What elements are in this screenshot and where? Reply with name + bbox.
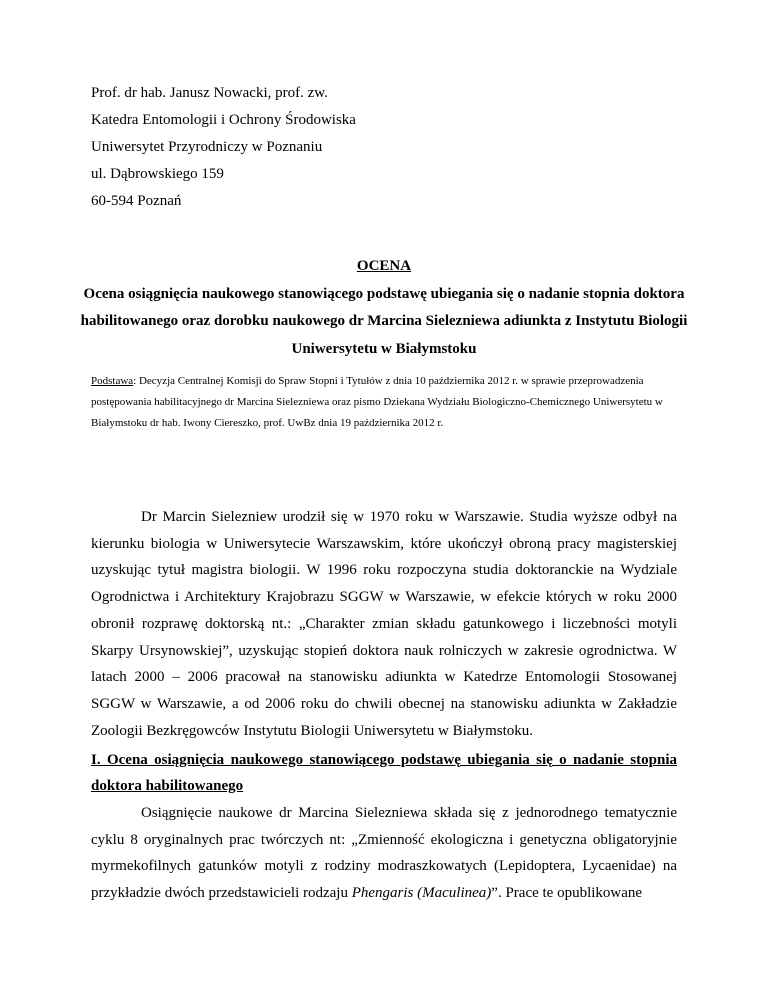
biography-paragraph: Dr Marcin Sielezniew urodził się w 1970 roku w Warszawie. Studia wyższe odbył na kierunku biologia w Uniwersytecie Warszawskim, które ukończył obroną pracy magisterskiej uzyskując tytuł magistra biologii. W 1996 roku rozpoczyna studia doktoranckie na Wydziale Ogrodnictwa i Architektury Krajobrazu SGGW w Warszawie, w efekcie których w roku 2000 obronił rozprawę doktorską nt.: „Charakter zmian składu gatunkowego i liczebności motyli Skarpy Ursynowskiej”, uzyskując stopień doktora nauk rolniczych w zakresie ogrodnictwa. W latach 2000 – 2006 pracował na stanowisku adiunkta w Katedrze Entomologii Stosowanej SGGW w Warszawie, a od 2006 roku do chwili obecnej na stanowisku adiunkta w Zakładzie Zoologii Bezkręgowców Instytutu Biologii Uniwersytetu w Białymstoku. <box>91 509 677 739</box>
author-street: ul. Dąbrowskiego 159 <box>91 166 224 182</box>
legal-basis-text: : Decyzja Centralnej Komisji do Spraw Stopni i Tytułów z dnia 10 października 2012 r. w sprawie przeprowadzenia postępowania habilitacyjnego dr Marcina Sielezniewa oraz pismo Dziekana Wydziału Biologiczno-Chemicznego Uniwersytetu w Białymstoku dr hab. Iwony Ciereszko, prof. UwBz dnia 19 października 2012 r. <box>91 375 663 429</box>
legal-basis-label: Podstawa <box>91 375 134 387</box>
author-university: Uniwersytet Przyrodniczy w Poznaniu <box>91 139 323 155</box>
legal-basis-note <box>91 371 681 434</box>
section-1-text-end: ”. Prace te opublikowane <box>491 885 643 902</box>
review-heading <box>60 253 708 363</box>
review-title: OCENA <box>356 258 412 274</box>
author-address-block <box>91 80 356 215</box>
author-department: Katedra Entomologii i Ochrony Środowiska <box>91 112 356 128</box>
section-1-heading: I. Ocena osiągnięcia naukowego stanowiącego podstawę ubiegania się o nadanie stopnia doktora habilitowanego <box>91 752 677 794</box>
author-name: Prof. dr hab. Janusz Nowacki, prof. zw. <box>91 85 328 101</box>
section-1-paragraph <box>91 800 677 907</box>
author-city: 60-594 Poznań <box>91 193 182 209</box>
review-subtitle: Ocena osiągnięcia naukowego stanowiącego podstawę ubiegania się o nadanie stopnia doktora habilitowanego oraz dorobku naukowego dr Marcina Sielezniewa adiunkta z Instytutu Biologii Uniwersytetu w Białymstoku <box>80 285 688 357</box>
section-1-text-start: Osiągnięcie naukowe dr Marcina Sielezniewa składa się z jednorodnego tematycznie cyklu 8 oryginalnych prac twórczych nt: „Zmienność ekologiczna i genetyczna obligatoryjnie myrmekofilnych gatunków motyli z rodziny modraszkowatych (Lepidoptera, Lycaenidae) na przykładzie dwóch przedstawicieli rodzaju <box>91 805 677 902</box>
genus-name-italic: Phengaris (Maculinea) <box>351 885 492 902</box>
